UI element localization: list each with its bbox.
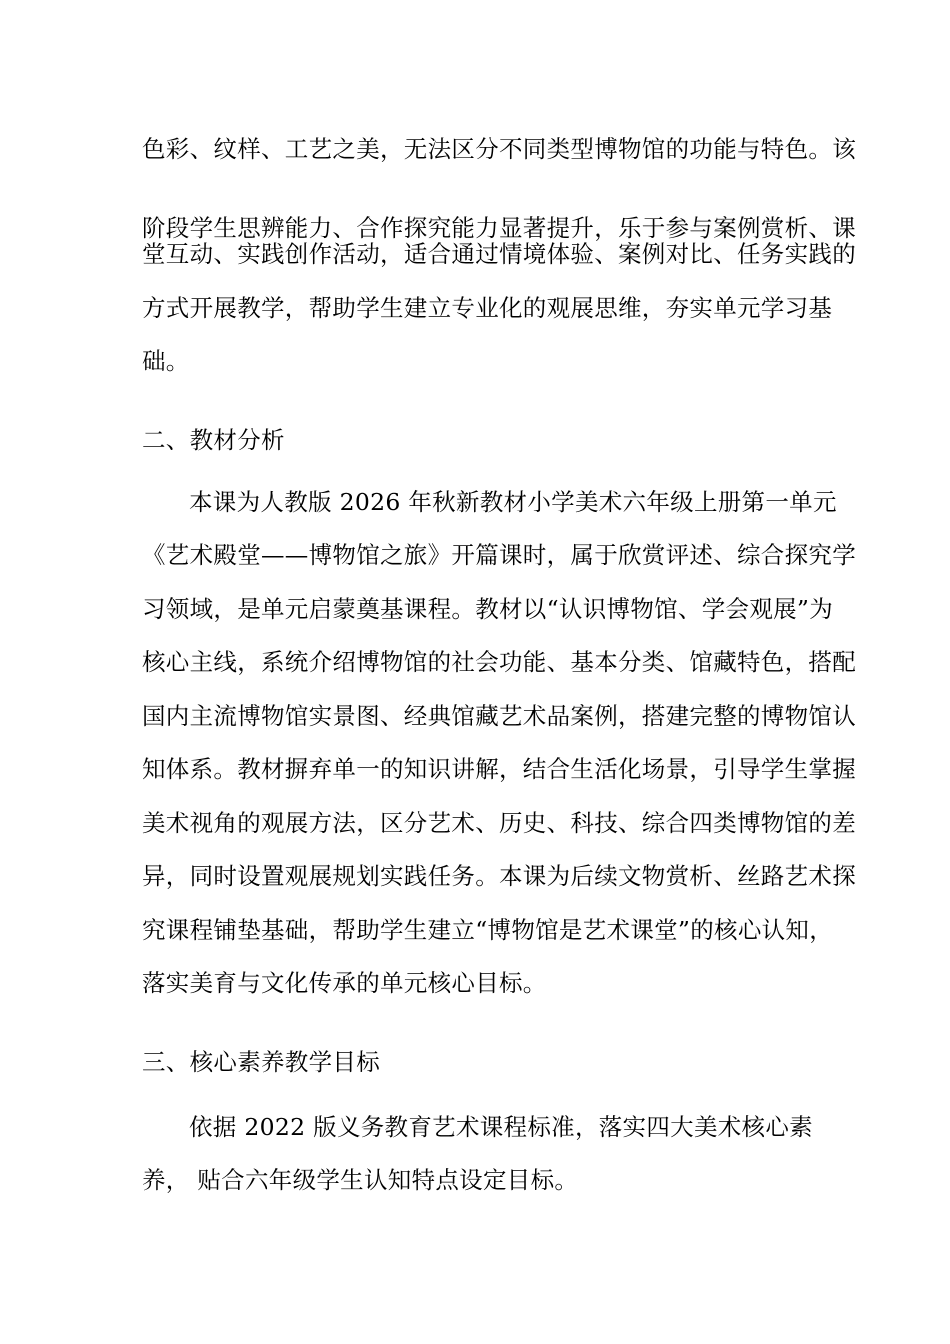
paragraph-line: 础。 (142, 347, 190, 375)
paragraph-line: 究课程铺垫基础，帮助学生建立“博物馆是艺术课堂”的核心认知， (142, 916, 834, 944)
paragraph-line: 落实美育与文化传承的单元核心目标。 (142, 969, 547, 997)
paragraph-line: 阶段学生思辨能力、合作探究能力显著提升，乐于参与案例赏析、课 (142, 214, 856, 242)
paragraph-line: 《艺术殿堂——博物馆之旅》开篇课时，属于欣赏评述、综合探究学 (142, 541, 856, 569)
paragraph-line: 本课为人教版 2026 年秋新教材小学美术六年级上册第一单元 (189, 488, 837, 516)
paragraph-line: 知体系。教材摒弃单一的知识讲解，结合生活化场景，引导学生掌握 (142, 755, 856, 783)
paragraph-line: 习领域，是单元启蒙奠基课程。教材以“认识博物馆、学会观展”为 (142, 595, 834, 623)
paragraph-line: 核心主线，系统介绍博物馆的社会功能、基本分类、馆藏特色，搭配 (142, 648, 856, 676)
paragraph-line: 养， 贴合六年级学生认知特点设定目标。 (142, 1166, 579, 1194)
paragraph-line: 依据 2022 版义务教育艺术课程标准，落实四大美术核心素 (189, 1113, 813, 1141)
section-heading: 三、核心素养教学目标 (142, 1048, 380, 1076)
paragraph-line: 国内主流博物馆实景图、经典馆藏艺术品案例，搭建完整的博物馆认 (142, 702, 856, 730)
paragraph-line: 堂互动、实践创作活动，适合通过情境体验、案例对比、任务实践的 (142, 240, 856, 268)
paragraph-line: 异，同时设置观展规划实践任务。本课为后续文物赏析、丝路艺术探 (142, 862, 856, 890)
paragraph-line: 色彩、纹样、工艺之美，无法区分不同类型博物馆的功能与特色。该 (142, 135, 856, 163)
paragraph-line: 美术视角的观展方法，区分艺术、历史、科技、综合四类博物馆的差 (142, 809, 856, 837)
paragraph-line: 方式开展教学，帮助学生建立专业化的观展思维，夯实单元学习基 (142, 294, 833, 322)
section-heading: 二、教材分析 (142, 426, 285, 454)
